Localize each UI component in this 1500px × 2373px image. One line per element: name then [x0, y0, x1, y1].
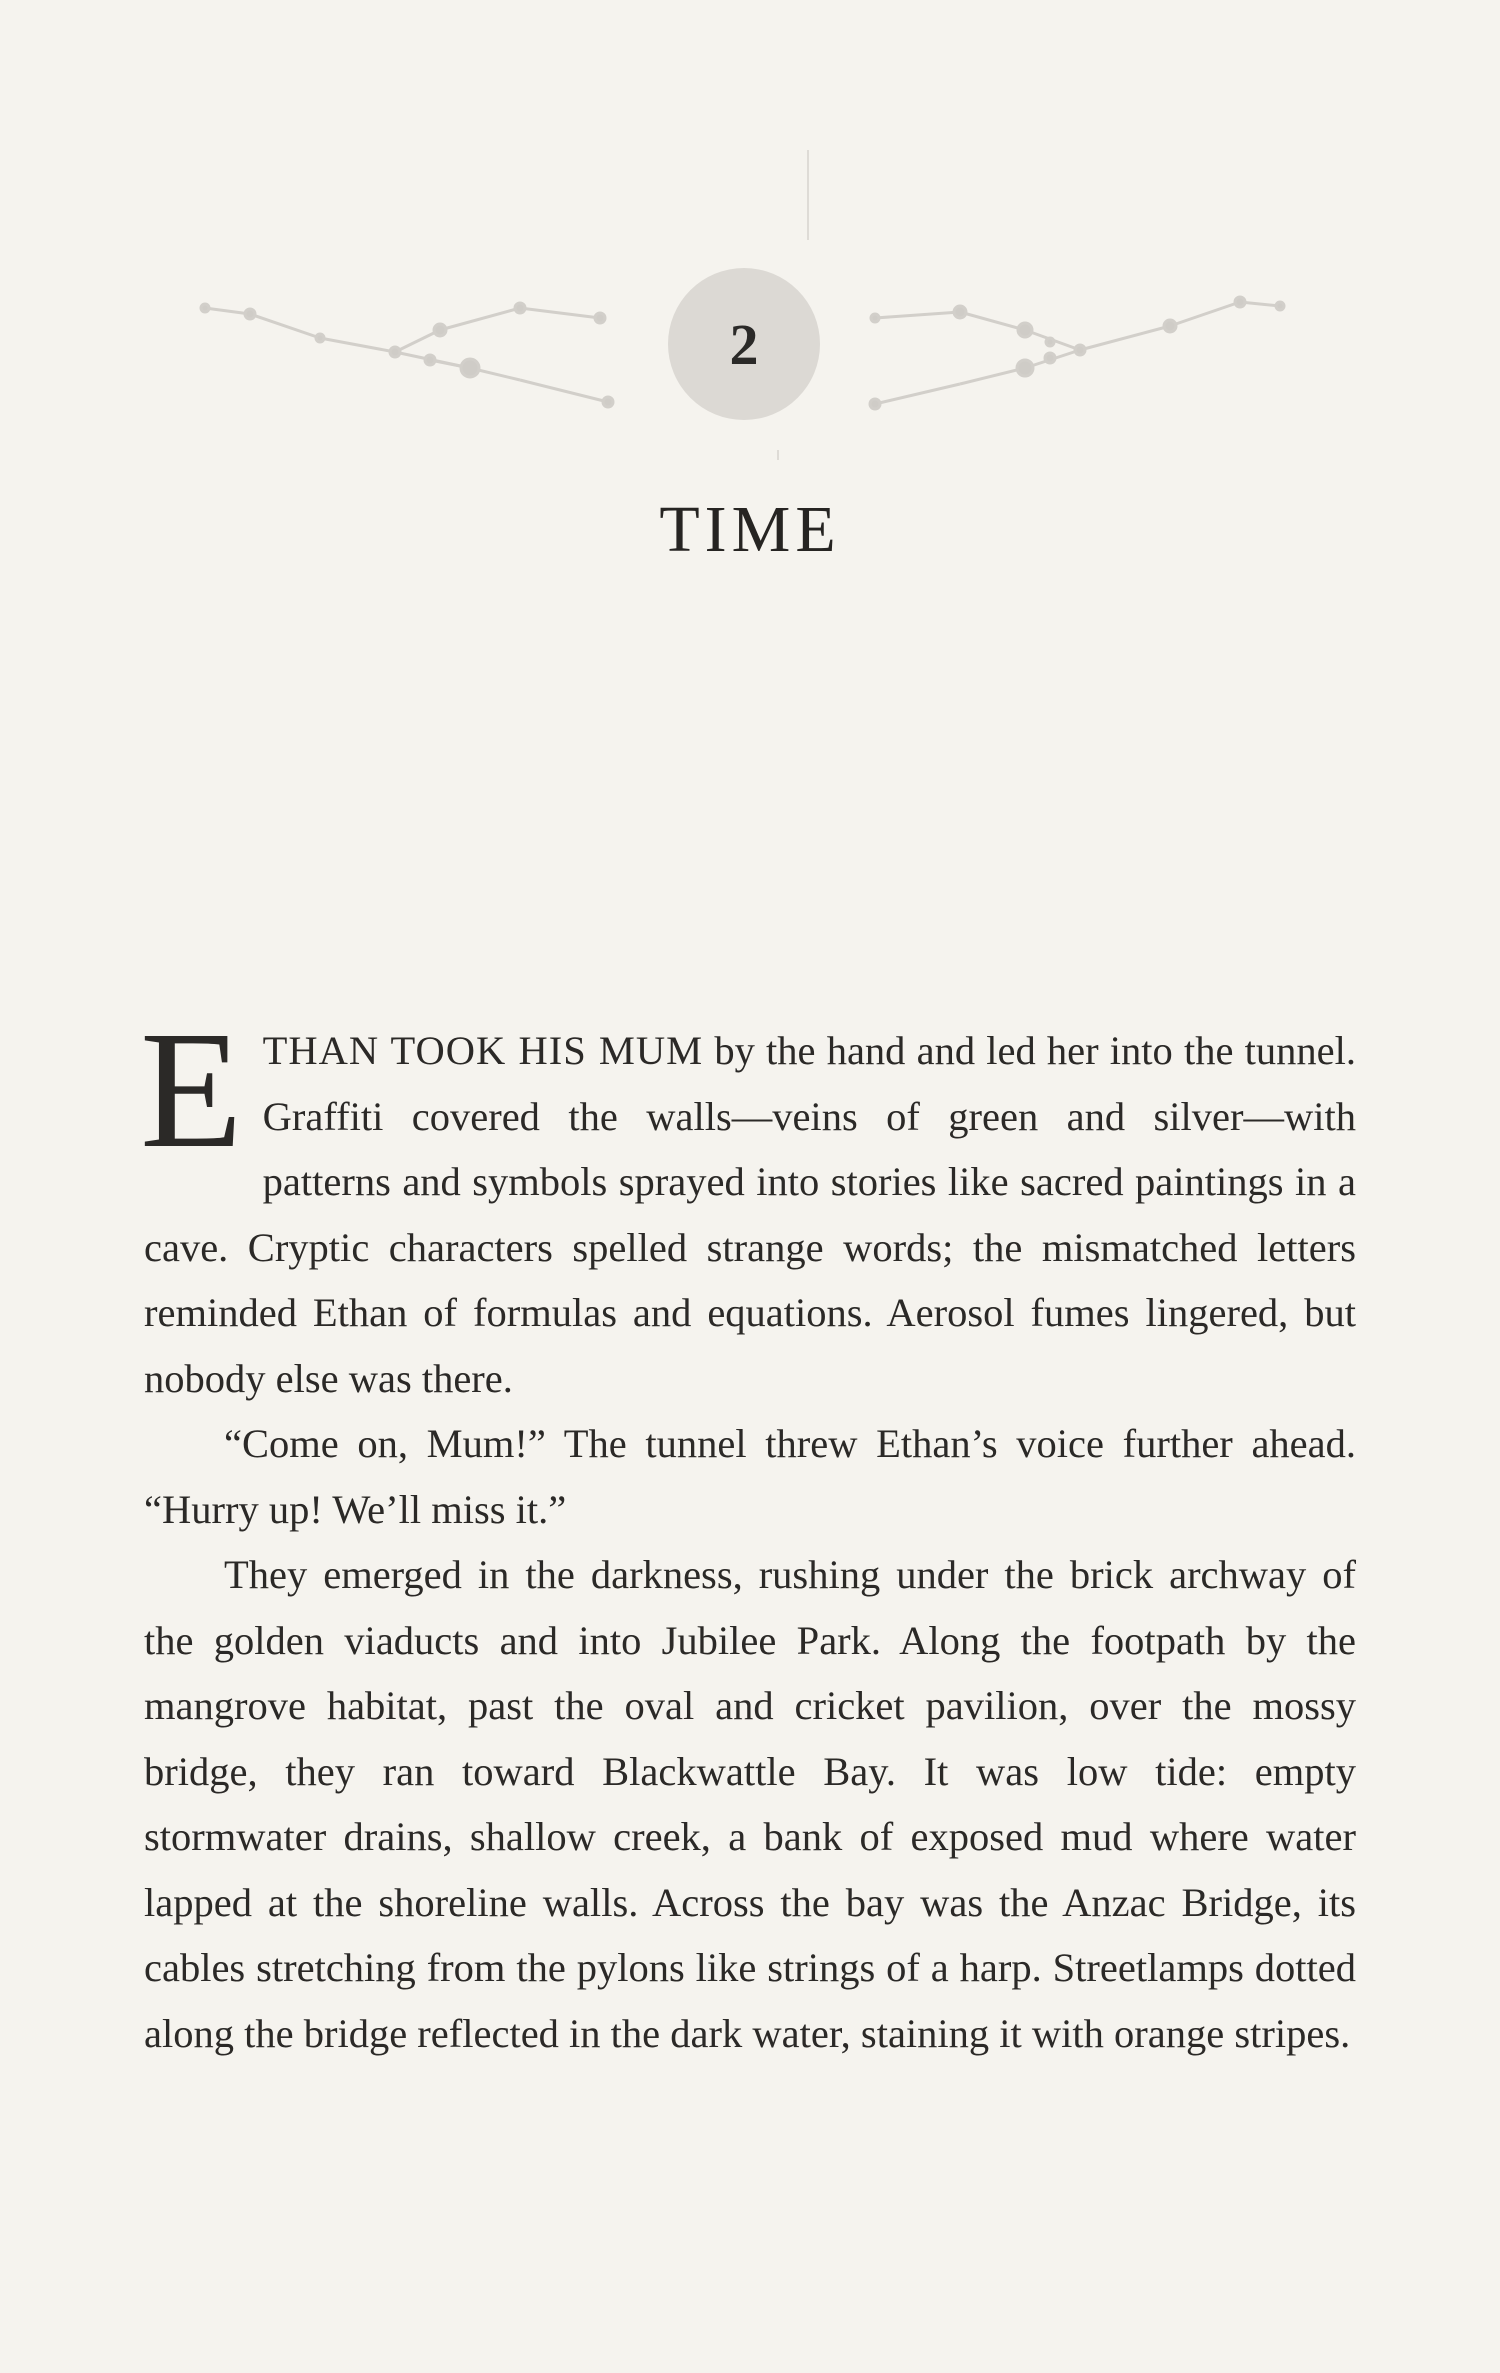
- drop-cap: E: [140, 997, 243, 1183]
- constellation-right: [870, 297, 1284, 409]
- lead-in-caps: THAN TOOK HIS MUM: [262, 1028, 704, 1073]
- paragraph-3: They emerged in the darkness, rushing under the brick archway of the golden viaducts and into Jubilee Park. Along the footpath by the mangrove habitat, past the oval and cricket pavilion, over the mossy bridge, they ran toward Blackwattle Bay. It was low tide: empty stormwater drains, shallow creek, a bank of exposed mud where water lapped at the shoreline walls. Across the bay was the Anzac Bridge, its cables stretching from the pylons like strings of a harp. Streetlamps dotted along the bridge reflected in the dark water, staining it with orange stripes.: [144, 1552, 1356, 2056]
- paragraph-1-text: by the hand and led her into the tunnel. Graffiti covered the walls—veins of green and silver—with patterns and symbols sprayed into stories like sacred paintings in a cave. Cryptic characters spelled strange words; the mismatched letters reminded Ethan of formulas and equations. Aerosol fumes lingered, but nobody else was there.: [144, 1028, 1356, 1401]
- constellation-left: [201, 303, 613, 407]
- paragraph-1: [140, 997, 1356, 1411]
- chapter-number: 2: [729, 311, 759, 377]
- chapter-title: TIME: [659, 493, 841, 566]
- chapter-body: [140, 997, 1356, 2066]
- chapter-number-badge: [668, 268, 820, 420]
- paragraph-2: “Come on, Mum!” The tunnel threw Ethan’s voice further ahead. “Hurry up! We’ll miss it.”: [144, 1421, 1356, 1532]
